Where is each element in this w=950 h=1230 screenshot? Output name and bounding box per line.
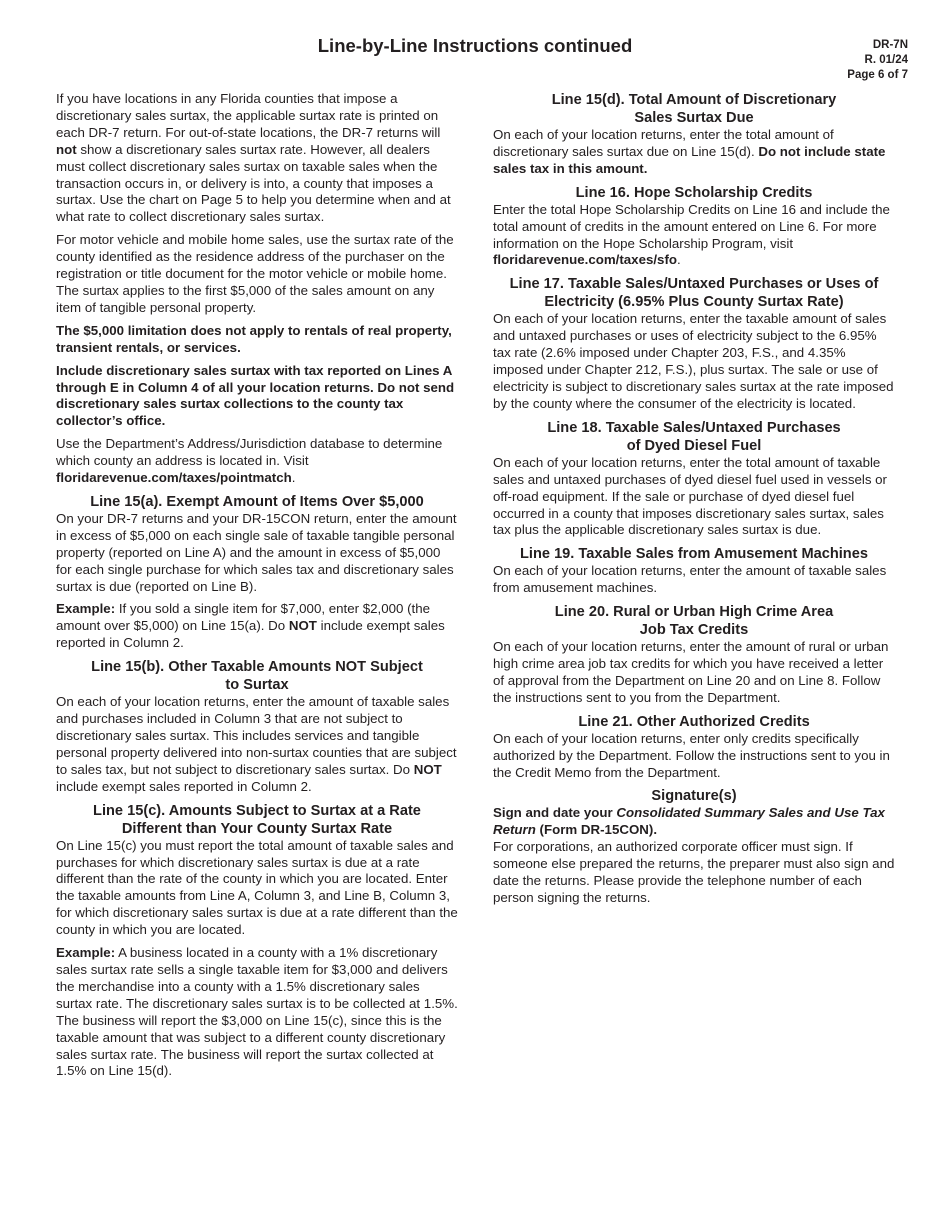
line-19-heading: Line 19. Taxable Sales from Amusement Machines xyxy=(520,546,868,563)
line-20-text: On each of your location returns, enter the amount of rural or urban high crime area job tax credits for which you have received a letter of approval from the Department on Line 20 and on Line 8. Follow the instructions sent to you from the Department. xyxy=(493,639,889,705)
jurisdiction-paragraph: Use the Department’s Address/Jurisdiction database to determine which county an address is located in. Visit floridarevenue.com/taxes/pointmatch. xyxy=(56,436,443,486)
line-15a-example: Example: If you sold a single item for $7,000, enter $2,000 (the amount over $5,000) on Line 15(a). Do NOT include exempt sales reported in Column 2. xyxy=(56,601,445,651)
surtax-intro-paragraph: If you have locations in any Florida counties that impose a discretionary sales surtax, the applicable surtax rate is printed on each DR-7 return. For out-of-state locations, the DR-7 returns will not show a discretionary sales surtax rate. However, all dealers must collect discretionary sales surtax on taxable sales when the transaction occurs in, or delivery is into, a county that imposes a surtax. Use the chart on Page 5 to help you determine when and at what rate to collect discretionary sales surtax. xyxy=(56,91,451,225)
include-surtax-note: Include discretionary sales surtax with tax reported on Lines A through E in Column 4 of all your location returns. Do not send discretionary sales surtax collections to the county tax collector’s office. xyxy=(56,362,455,429)
line-16-text: Enter the total Hope Scholarship Credits on Line 16 and include the total amount of credits in the amount entered on Line 6. For more information on the Hope Scholarship Program, visit floridarevenue.com/taxes/sfo. xyxy=(493,201,890,268)
line-15b-heading: Line 15(b). Other Taxable Amounts NOT Subject to Surtax xyxy=(91,659,423,694)
form-revision: R. 01/24 xyxy=(864,54,908,66)
motor-vehicle-paragraph: For motor vehicle and mobile home sales, use the surtax rate of the county identified as the residence address of the purchaser on the registration or title document for the motor vehicle or mobile home. The surtax applies to the first $5,000 of the sales amount on any item of tangible personal property. xyxy=(56,232,454,315)
form-identifier xyxy=(847,38,908,83)
signature-heading: Signature(s) xyxy=(651,788,737,805)
line-17-text: On each of your location returns, enter the taxable amount of sales and untaxed purchases or uses of electricity subject to the 6.95% tax rate (2.6% imposed under Chapter 203, F.S., and 4.35% imposed under Chapter 212, F.S.), plus surtax. The sale or use of electricity is subject to discretionary sales surtax at the rate imposed by the county where the consumer of the electricity is located. xyxy=(493,311,894,411)
line-21-text: On each of your location returns, enter only credits specifically authorized by the Department. Follow the instructions sent to you in the Credit Memo from the Department. xyxy=(493,730,890,780)
pointmatch-link[interactable]: floridarevenue.com/taxes/pointmatch xyxy=(56,470,292,486)
line-15c-text: On Line 15(c) you must report the total amount of taxable sales and purchases for which discretionary sales surtax is due at a rate different than the rate of the county in which you are located. Enter the taxable amounts from Line A, Column 3, and Line B, Column 3, for which discretionary sales surtax is due at a rate different than the county in which you are located. xyxy=(56,837,458,938)
page-number: Page 6 of 7 xyxy=(847,69,908,81)
form-number: DR-7N xyxy=(872,39,908,51)
sfo-link[interactable]: floridarevenue.com/taxes/sfo xyxy=(493,252,678,268)
signature-text: For corporations, an authorized corporate officer must sign. If someone else prepared the returns, the preparer must also sign and date the returns. Please provide the telephone number of each person signing the returns. xyxy=(493,839,895,905)
line-19-text: On each of your location returns, enter the amount of taxable sales from amusement machines. xyxy=(493,563,887,596)
line-15a-heading: Line 15(a). Exempt Amount of Items Over $5,000 xyxy=(90,493,424,510)
right-column xyxy=(493,91,895,913)
line-15d-heading: Line 15(d). Total Amount of Discretionary Sales Surtax Due xyxy=(551,92,837,126)
line-15b-text: On each of your location returns, enter the amount of taxable sales and purchases included in Column 3 that are not subject to discretionary sales surtax. This includes services and tangible personal property delivered into non-surtax counties that are subject to sales tax, but not subject to discretionary sales surtax. Do NOT include exempt sales reported in Column 2. xyxy=(56,694,457,794)
line-20-heading: Line 20. Rural or Urban High Crime Area Job Tax Credits xyxy=(554,604,834,639)
line-16-heading: Line 16. Hope Scholarship Credits xyxy=(575,184,813,201)
line-21-heading: Line 21. Other Authorized Credits xyxy=(578,713,810,730)
page-title: Line-by-Line Instructions continued xyxy=(317,35,633,56)
line-15a-text: On your DR-7 returns and your DR-15CON return, enter the amount in excess of $5,000 on each single sale of taxable tangible personal property (reported on Line A) and the amount in excess of $5,000 for each single purchase for which sales tax and discretionary sales surtax is due (reported on Line B). xyxy=(56,510,457,594)
limitation-note: The $5,000 limitation does not apply to rentals of real property, transient rentals, or services. xyxy=(56,322,452,355)
line-18-text: On each of your location returns, enter the total amount of taxable sales and untaxed purchases of dyed diesel fuel used in vessels or off-road equipment. If the sale or purchase of dyed diesel fuel occurred in a county that imposes discretionary sales surtax, sales tax plus the applicable discretionary sales surtax is due. xyxy=(493,454,887,538)
signature-lead: Sign and date your Consolidated Summary Sales and Use Tax Return (Form DR-15CON). xyxy=(493,805,885,838)
left-column xyxy=(56,91,458,1086)
line-18-heading: Line 18. Taxable Sales/Untaxed Purchases of Dyed Diesel Fuel xyxy=(547,419,841,454)
line-15d-text: On each of your location returns, enter the total amount of discretionary sales surtax due on Line 15(d). Do not include state sales tax in this amount. xyxy=(493,127,886,176)
line-17-heading: Line 17. Taxable Sales/Untaxed Purchases or Uses of Electricity (6.95% Plus County Surtax Rate) xyxy=(509,276,879,311)
line-15c-example: Example: A business located in a county with a 1% discretionary sales surtax rate sells a single taxable item for $3,000 and delivers the merchandise into a county with a 1.5% discretionary sales surtax rate. The discretionary sales surtax is to be collected at 1.5%. The business will report the $3,000 on Line 15(c), since this is the taxable amount that was subject to a different county discretionary sales surtax rate. The business will report the surtax collected at 1.5% on Line 15(d). xyxy=(56,945,458,1079)
line-15c-heading: Line 15(c). Amounts Subject to Surtax at a Rate Different than Your County Surtax Rate xyxy=(93,802,421,837)
